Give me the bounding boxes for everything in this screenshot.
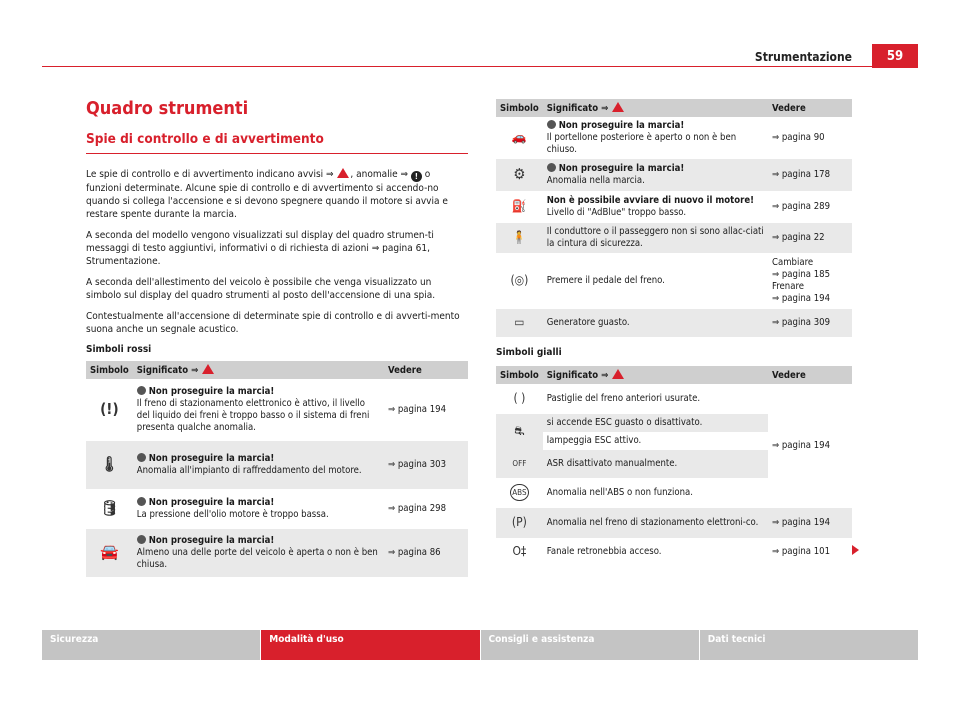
col-symbol: Simbolo	[86, 361, 133, 379]
warning-triangle-icon	[202, 364, 214, 374]
seatbelt-icon: 🧍	[511, 230, 527, 244]
continue-arrow-icon	[852, 545, 859, 555]
left-column	[86, 98, 468, 577]
brake-warning-icon: (!)	[100, 399, 119, 418]
table-row: (!) Non proseguire la marcia! Il freno di stazionamento elettronico è attivo, il livello del liquido dei freni è troppo basso o il sistema di freni presenta qualche anomalia. ⇒ pagina 194	[86, 379, 468, 441]
table-row: ⚙ Non proseguire la marcia! Anomalia nella marcia. ⇒ pagina 178	[496, 159, 852, 191]
table-row: (P) Anomalia nel freno di stazionamento elettroni-co. ⇒ pagina 194	[496, 508, 852, 538]
table-row: ABS Anomalia nell'ABS o non funziona.	[496, 478, 852, 508]
col-see: Vedere	[384, 361, 468, 379]
page-link[interactable]: ⇒ pagina 90	[768, 117, 852, 159]
esc-icon: ⛐	[514, 424, 525, 438]
footer-tab-dati-tecnici[interactable]: Dati tecnici	[700, 630, 918, 660]
brake-pads-icon: ( )	[513, 391, 526, 405]
table-row: 🌡 Non proseguire la marcia! Anomalia all'impianto di raffreddamento del motore. ⇒ pagina 303	[86, 441, 468, 489]
yellow-symbols-heading: Simboli gialli	[496, 347, 562, 358]
brake-pedal-icon: (◎)	[510, 273, 529, 287]
table-row: ⛽ Non è possibile avviare di nuovo il motore! Livello di "AdBlue" troppo basso. ⇒ pagina 289	[496, 191, 852, 223]
paragraph-acoustic: Contestualmente all'accensione di determinate spie di controllo e di avverti-mento suona anche un segnale acustico.	[86, 311, 460, 335]
table-row: lampeggia ESC attivo.	[496, 432, 852, 450]
table-row: ▭ Generatore guasto. ⇒ pagina 309	[496, 309, 852, 337]
page-link[interactable]: ⇒ pagina 101	[768, 538, 852, 566]
door-open-icon: 🚘	[100, 542, 119, 561]
page-link[interactable]: ⇒ pagina 194	[384, 379, 468, 441]
asr-off-icon: OFF	[512, 459, 527, 468]
page-number: 59	[872, 44, 918, 68]
col-meaning: Significato ⇒	[543, 366, 768, 384]
stop-icon	[137, 535, 146, 544]
page-link[interactable]: ⇒ pagina 86	[384, 529, 468, 577]
paragraph-display: A seconda del modello vengono visualizzati sul display del quadro strumen-ti messaggi di testo aggiuntivi, informativi o di richiesta di azioni ⇒ pagina 61, Strumentazione.	[86, 230, 434, 267]
table-row: ⛐ si accende ESC guasto o disattivato.	[496, 414, 852, 432]
page-link[interactable]: ⇒ pagina 22	[768, 223, 852, 253]
page-link[interactable]: ⇒ pagina 194	[772, 293, 831, 304]
section-subtitle: Spie di controllo e di avvertimento	[86, 131, 468, 154]
running-header: Strumentazione	[754, 50, 852, 64]
coolant-temperature-icon: 🌡	[99, 454, 119, 473]
warning-triangle-icon	[337, 168, 349, 178]
table-row: OFF ASR disattivato manualmente.	[496, 450, 852, 478]
footer-tab-sicurezza[interactable]: Sicurezza	[42, 630, 260, 660]
adblue-icon: ⛽	[511, 199, 527, 213]
right-column	[496, 99, 852, 566]
page-link[interactable]: ⇒ pagina 194	[768, 508, 852, 538]
col-see: Vedere	[768, 99, 852, 117]
red-symbols-table-continued	[496, 99, 852, 337]
footer-tab-modalita-uso[interactable]: Modalità d'uso	[261, 630, 479, 660]
footer-tab-consigli[interactable]: Consigli e assistenza	[481, 630, 699, 660]
table-row: 🚘 Non proseguire la marcia! Almeno una delle porte del veicolo è aperta o non è ben chiusa. ⇒ pagina 86	[86, 529, 468, 577]
yellow-symbols-table	[496, 366, 852, 566]
page-link[interactable]: ⇒ pagina 298	[384, 489, 468, 529]
page-link[interactable]: ⇒ pagina 178	[768, 159, 852, 191]
tailgate-open-icon: 🚗	[511, 130, 527, 144]
col-symbol: Simbolo	[496, 366, 543, 384]
rear-fog-light-icon: O‡	[512, 544, 527, 558]
table-row: 🛢 Non proseguire la marcia! La pressione dell'olio motore è troppo bassa. ⇒ pagina 298	[86, 489, 468, 529]
oil-pressure-icon: 🛢	[99, 498, 119, 517]
footer-nav	[42, 630, 918, 660]
table-row: O‡ Fanale retronebbia acceso. ⇒ pagina 101	[496, 538, 852, 566]
page-link[interactable]: ⇒ pagina 289	[768, 191, 852, 223]
stop-icon	[547, 120, 556, 129]
col-symbol: Simbolo	[496, 99, 543, 117]
abs-icon: ABS	[510, 484, 528, 501]
page-link[interactable]: ⇒ pagina 194	[768, 384, 852, 508]
col-meaning: Significato ⇒	[133, 361, 384, 379]
battery-icon: ▭	[514, 315, 525, 329]
table-row: ( ) Pastiglie del freno anteriori usurate. ⇒ pagina 194	[496, 384, 852, 414]
paragraph-symbol: A seconda dell'allestimento del veicolo è possibile che venga visualizzato un simbolo sul display del quadro strumenti al posto dell'accensione di una spia.	[86, 277, 436, 301]
stop-icon	[137, 497, 146, 506]
header-rule	[42, 66, 918, 67]
intro-paragraph: Le spie di controllo e di avvertimento indicano avvisi ⇒ , anomalie ⇒ ! o funzioni determinate. Alcune spie di controllo e di avvertimento si accendo-no quando si collega l'accensione e si devono spegnere quando il motore si avvia e restare spente durante la marcia.	[86, 169, 448, 220]
parking-brake-fault-icon: (P)	[511, 515, 527, 529]
warning-triangle-icon	[612, 369, 624, 379]
page-link[interactable]: ⇒ pagina 185	[772, 269, 831, 280]
table-row: (◎) Premere il pedale del freno. Cambiare ⇒ pagina 185 Frenare ⇒ pagina 194	[496, 253, 852, 309]
table-row: 🚗 Non proseguire la marcia! Il portellone posteriore è aperto o non è ben chiuso. ⇒ pagina 90	[496, 117, 852, 159]
stop-icon	[547, 163, 556, 172]
red-symbols-table	[86, 361, 468, 577]
info-circle-icon: !	[411, 171, 422, 182]
stop-icon	[137, 386, 146, 395]
stop-icon	[137, 453, 146, 462]
section-title: Quadro strumenti	[86, 98, 249, 119]
red-symbols-heading: Simboli rossi	[86, 344, 152, 355]
col-meaning: Significato ⇒	[543, 99, 768, 117]
page-link[interactable]: ⇒ pagina 303	[384, 441, 468, 489]
warning-triangle-icon	[612, 102, 624, 112]
gearbox-icon: ⚙	[513, 164, 526, 183]
col-see: Vedere	[768, 366, 852, 384]
page-link[interactable]: ⇒ pagina 309	[768, 309, 852, 337]
table-row: 🧍 Il conduttore o il passeggero non si sono allac-ciati la cintura di sicurezza. ⇒ pagina 22	[496, 223, 852, 253]
